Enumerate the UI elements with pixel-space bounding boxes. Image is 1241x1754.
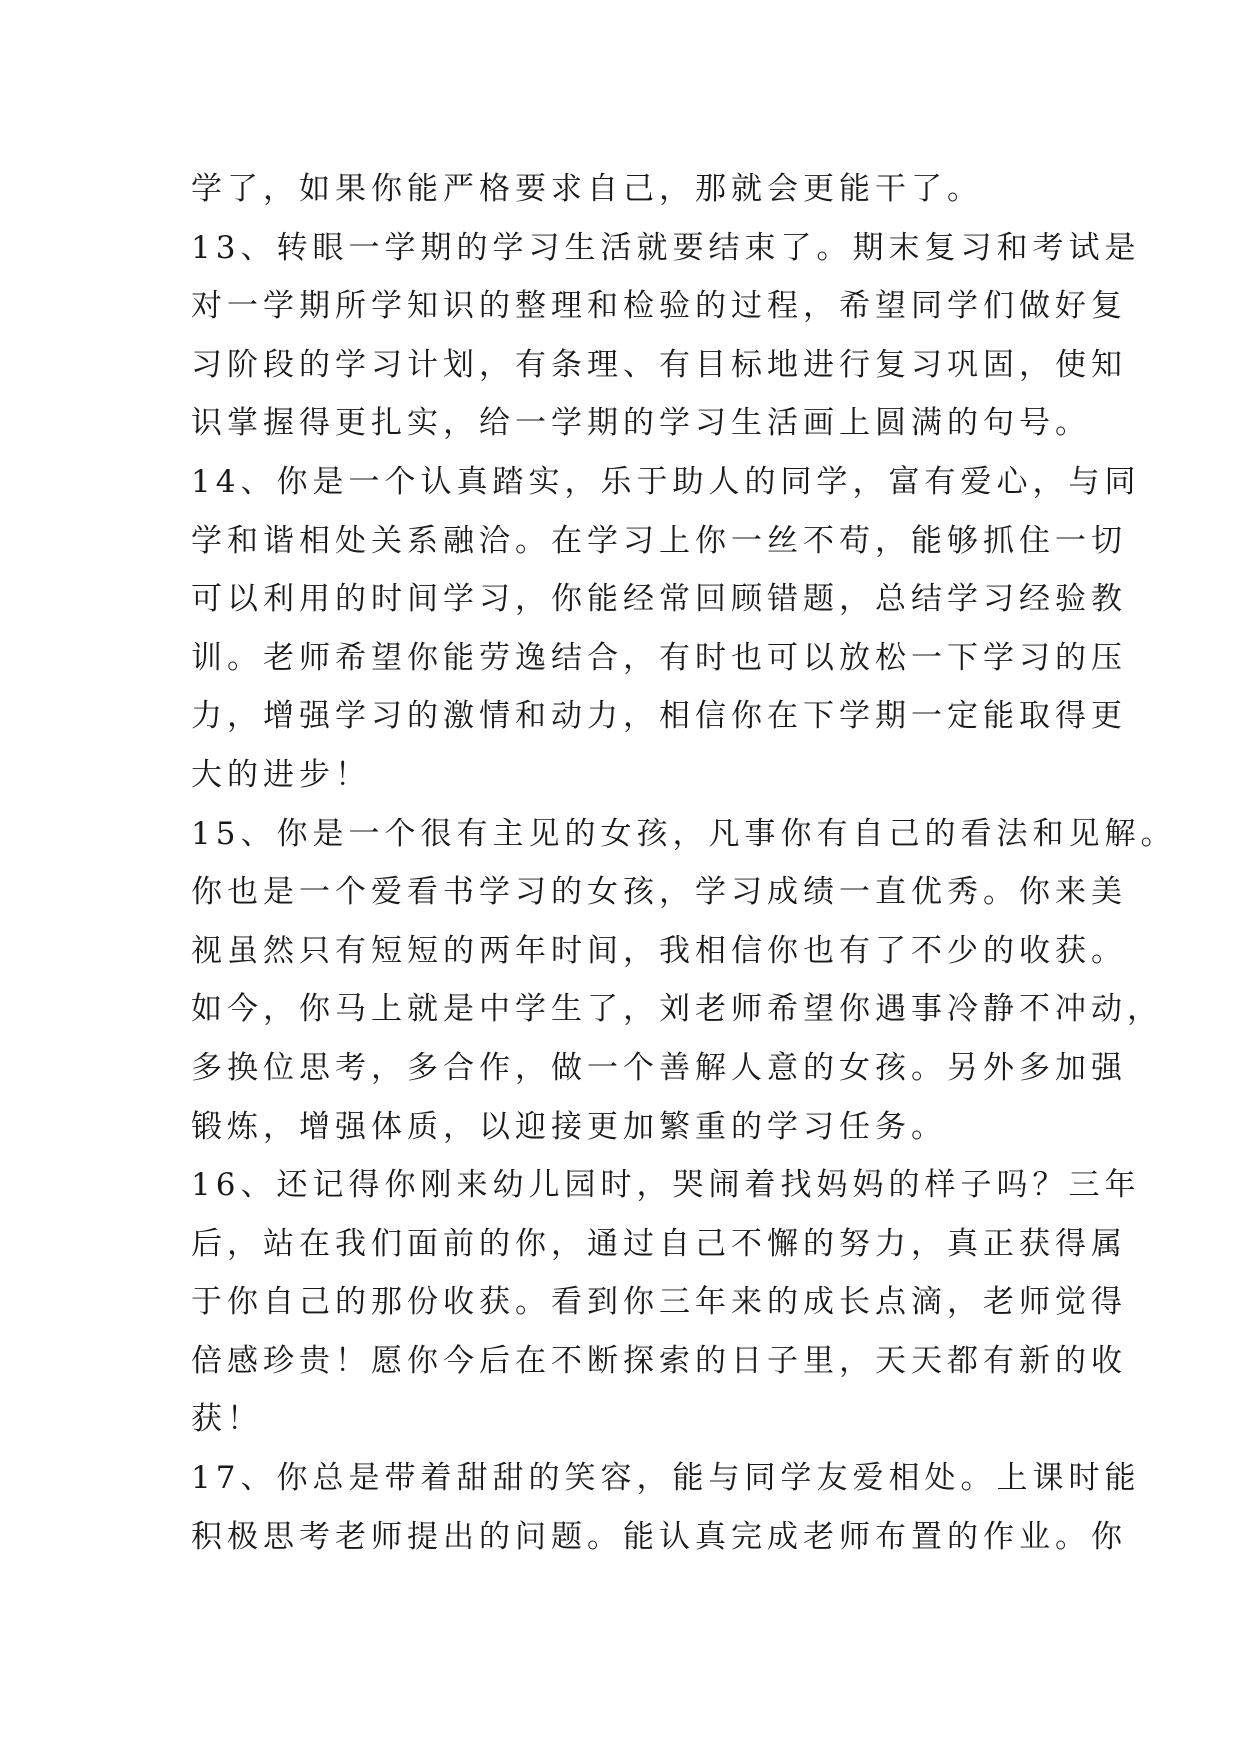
text-line: 训。老师希望你能劳逸结合，有时也可以放松一下学习的压 xyxy=(191,639,1127,676)
text-line: 13、转眼一学期的学习生活就要结束了。期末复习和考试是 xyxy=(191,229,1141,266)
text-line: 对一学期所学知识的整理和检验的过程，希望同学们做好复 xyxy=(191,288,1127,325)
text-line: 于你自己的那份收获。看到你三年来的成长点滴，老师觉得 xyxy=(191,1284,1127,1321)
text-line: 力，增强学习的激情和动力，相信你在下学期一定能取得更 xyxy=(191,698,1127,735)
text-line: 获！ xyxy=(191,1401,263,1438)
text-line: 倍感珍贵！愿你今后在不断探索的日子里，天天都有新的收 xyxy=(191,1342,1127,1379)
text-line: 学和谐相处关系融洽。在学习上你一丝不苟，能够抓住一切 xyxy=(191,522,1127,559)
text-line: 如今，你马上就是中学生了，刘老师希望你遇事冷静不冲动， xyxy=(191,991,1163,1028)
text-line: 识掌握得更扎实，给一学期的学习生活画上圆满的句号。 xyxy=(191,405,1091,442)
text-line: 17、你总是带着甜甜的笑容，能与同学友爱相处。上课时能 xyxy=(191,1460,1141,1497)
body-text xyxy=(191,160,1177,1566)
text-line: 视虽然只有短短的两年时间，我相信你也有了不少的收获。 xyxy=(191,932,1127,969)
text-line: 后，站在我们面前的你，通过自己不懈的努力，真正获得属 xyxy=(191,1225,1127,1262)
text-line: 多换位思考，多合作，做一个善解人意的女孩。另外多加强 xyxy=(191,1049,1127,1086)
text-line: 可以利用的时间学习，你能经常回顾错题，总结学习经验教 xyxy=(191,581,1127,618)
text-line: 16、还记得你刚来幼儿园时，哭闹着找妈妈的样子吗？三年 xyxy=(191,1167,1141,1204)
text-line: 14、你是一个认真踏实，乐于助人的同学，富有爱心，与同 xyxy=(191,463,1141,500)
text-line: 习阶段的学习计划，有条理、有目标地进行复习巩固，使知 xyxy=(191,346,1127,383)
text-line: 大的进步！ xyxy=(191,756,371,793)
text-line: 你也是一个爱看书学习的女孩，学习成绩一直优秀。你来美 xyxy=(191,874,1127,911)
text-line: 锻炼，增强体质，以迎接更加繁重的学习任务。 xyxy=(191,1108,947,1145)
text-line: 15、你是一个很有主见的女孩，凡事你有自己的看法和见解。 xyxy=(191,815,1177,852)
text-line: 学了，如果你能严格要求自己，那就会更能干了。 xyxy=(191,171,983,207)
text-line: 积极思考老师提出的问题。能认真完成老师布置的作业。你 xyxy=(191,1518,1127,1555)
